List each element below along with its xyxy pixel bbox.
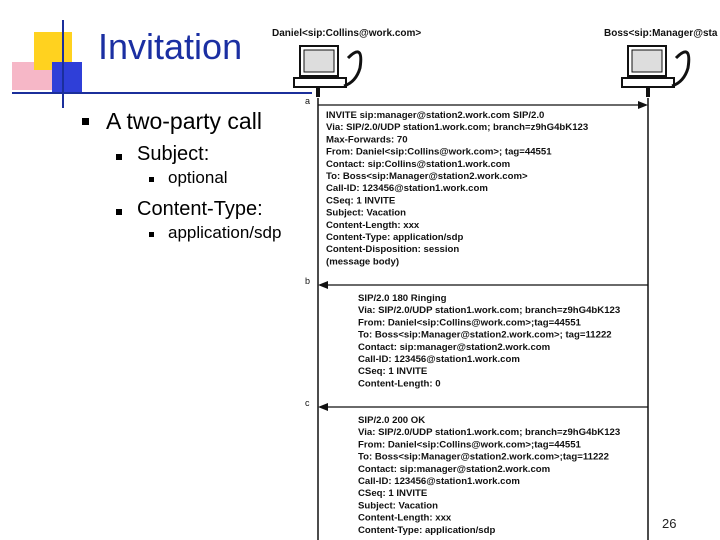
message-line: CSeq: 1 INVITE bbox=[358, 488, 428, 500]
message-line: Content-Length: xxx bbox=[358, 512, 452, 524]
page-number: 26 bbox=[662, 516, 677, 531]
message-line: Via: SIP/2.0/UDP station1.work.com; branch=z9hG4bK123 bbox=[326, 122, 589, 134]
invite-message bbox=[326, 110, 588, 267]
bullet-marker bbox=[116, 154, 122, 160]
message-line: Call-ID: 123456@station1.work.com bbox=[358, 476, 520, 487]
callee-computer-icon bbox=[622, 46, 689, 97]
decor-horizontal-line bbox=[12, 92, 312, 94]
caller-computer-icon bbox=[294, 46, 361, 97]
message-line: Content-Length: 0 bbox=[358, 378, 441, 390]
message-line: From: Daniel<sip:Collins@work.com>; tag=44551 bbox=[326, 146, 552, 158]
sip-call-flow-diagram bbox=[268, 18, 720, 540]
message-line: Contact: sip:manager@station2.work.com bbox=[358, 463, 551, 475]
message-line: Call-ID: 123456@station1.work.com bbox=[358, 354, 520, 365]
message-line: Contact: sip:manager@station2.work.com bbox=[358, 341, 551, 353]
step-label-c: c bbox=[305, 398, 310, 408]
message-line: Via: SIP/2.0/UDP station1.work.com; branch=z9hG4bK123 bbox=[358, 305, 621, 317]
bullet-marker bbox=[149, 177, 154, 182]
message-line: To: Boss<sip:Manager@station2.work.com>;tag=11222 bbox=[358, 451, 609, 463]
message-line: CSeq: 1 INVITE bbox=[326, 195, 396, 207]
bullet-level3: application/sdp bbox=[168, 223, 282, 242]
callee-label: Boss<sip:Manager@sta bbox=[604, 28, 718, 39]
message-line: Content-Type: application/sdp bbox=[358, 524, 496, 536]
message-line: CSeq: 1 INVITE bbox=[358, 366, 428, 378]
ringing-message bbox=[358, 293, 620, 389]
bullet-marker bbox=[116, 209, 122, 215]
message-line: Content-Type: application/sdp bbox=[326, 232, 464, 243]
ok-message bbox=[358, 415, 620, 536]
message-line: SIP/2.0 200 OK bbox=[358, 415, 426, 426]
caller-label: Daniel<sip:Collins@work.com> bbox=[272, 28, 422, 39]
message-line: Max-Forwards: 70 bbox=[326, 134, 408, 146]
message-line: Subject: Vacation bbox=[358, 500, 438, 512]
message-line: Subject: Vacation bbox=[326, 207, 406, 219]
message-line: Via: SIP/2.0/UDP station1.work.com; branch=z9hG4bK123 bbox=[358, 427, 621, 439]
message-line: Content-Length: xxx bbox=[326, 219, 420, 231]
bullet-level1: A two-party call bbox=[106, 108, 262, 134]
message-line: INVITE sip:manager@station2.work.com SIP/2.0 bbox=[326, 110, 545, 121]
message-line: SIP/2.0 180 Ringing bbox=[358, 293, 447, 304]
message-line: Call-ID: 123456@station1.work.com bbox=[326, 183, 488, 195]
decor-blue-square bbox=[52, 62, 82, 92]
message-line: To: Boss<sip:Manager@station2.work.com>; tag=11222 bbox=[358, 329, 612, 341]
bullet-level2: Subject: bbox=[137, 143, 210, 165]
bullet-marker bbox=[82, 118, 89, 125]
bullet-level2: Content-Type: bbox=[137, 198, 263, 220]
message-line: (message body) bbox=[326, 256, 400, 268]
ok-arrow bbox=[318, 403, 648, 411]
message-line: Content-Disposition: session bbox=[326, 244, 460, 256]
invite-arrow bbox=[318, 101, 648, 109]
bullet-marker bbox=[149, 232, 154, 237]
message-line: From: Daniel<sip:Collins@work.com>;tag=44551 bbox=[358, 317, 581, 329]
message-line: From: Daniel<sip:Collins@work.com>;tag=44551 bbox=[358, 439, 581, 451]
message-line: To: Boss<sip:Manager@station2.work.com> bbox=[326, 171, 528, 182]
step-label-b: b bbox=[305, 276, 311, 286]
ringing-arrow bbox=[318, 281, 648, 289]
bullet-level3: optional bbox=[168, 168, 228, 187]
message-line: Contact: sip:Collins@station1.work.com bbox=[326, 158, 511, 170]
step-label-a: a bbox=[305, 96, 311, 106]
slide-title: Invitation bbox=[98, 26, 243, 67]
decor-vertical-line bbox=[62, 20, 64, 108]
